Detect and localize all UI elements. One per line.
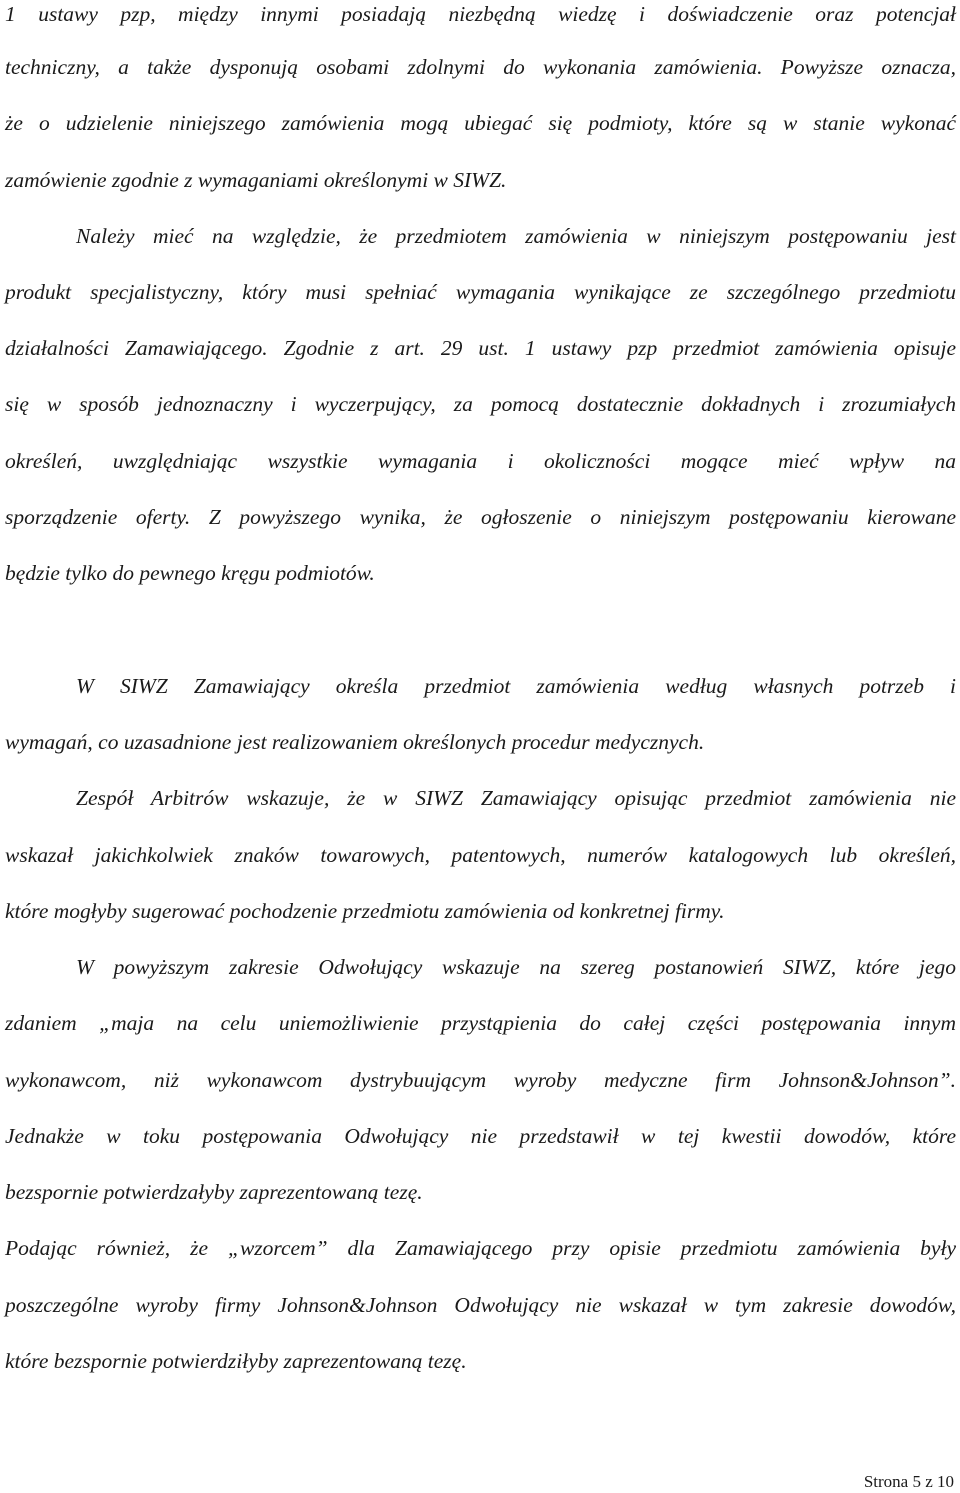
text-line: które mogłyby sugerować pochodzenie przedmiotu zamówienia od konkretnej firmy. (5, 899, 725, 923)
text-line: działalności Zamawiającego. Zgodnie z art. 29 ust. 1 ustawy pzp przedmiot zamówienia opisuje (5, 336, 956, 360)
text-line: wymagań, co uzasadnione jest realizowaniem określonych procedur medycznych. (5, 730, 705, 754)
text-line: Jednakże w toku postępowania Odwołujący nie przedstawił w tej kwestii dowodów, które (5, 1124, 956, 1148)
text-line: że o udzielenie niniejszego zamówienia mogą ubiegać się podmioty, które są w stanie wykonać (5, 111, 956, 135)
text-line: zdaniem „maja na celu uniemożliwienie przystąpienia do całej części postępowania innym (5, 1011, 956, 1035)
text-line: się w sposób jednoznaczny i wyczerpujący, za pomocą dostatecznie dokładnych i zrozumiałych (5, 392, 956, 416)
text-line: sporządzenie oferty. Z powyższego wynika, że ogłoszenie o niniejszym postępowaniu kierowane (5, 505, 956, 529)
text-line: Należy mieć na względzie, że przedmiotem zamówienia w niniejszym postępowaniu jest (76, 224, 956, 248)
text-line: techniczny, a także dysponują osobami zdolnymi do wykonania zamówienia. Powyższe oznacza, (5, 55, 956, 79)
text-line: W SIWZ Zamawiający określa przedmiot zamówienia według własnych potrzeb i (76, 674, 956, 698)
text-line: bezspornie potwierdzałyby zaprezentowaną tezę. (5, 1180, 423, 1204)
page-number: Strona 5 z 10 (863, 1472, 954, 1491)
text-line: będzie tylko do pewnego kręgu podmiotów. (5, 561, 375, 585)
text-line: Zespół Arbitrów wskazuje, że w SIWZ Zamawiający opisując przedmiot zamówienia nie (76, 786, 956, 810)
text-line: 1 ustawy pzp, między innymi posiadają niezbędną wiedzę i doświadczenie oraz potencjał (5, 2, 956, 26)
text-line: wskazał jakichkolwiek znaków towarowych, patentowych, numerów katalogowych lub określeń, (5, 843, 956, 867)
text-line: produkt specjalistyczny, który musi spełniać wymagania wynikające ze szczególnego przedmiotu (5, 280, 956, 304)
text-line: wykonawcom, niż wykonawcom dystrybuującym wyroby medyczne firm Johnson&Johnson”. (5, 1068, 956, 1092)
text-line: które bezspornie potwierdziłyby zaprezentowaną tezę. (5, 1349, 467, 1373)
text-line: Podając również, że „wzorcem” dla Zamawiającego przy opisie przedmiotu zamówienia były (5, 1236, 956, 1260)
text-line: określeń, uwzględniając wszystkie wymagania i okoliczności mogące mieć wpływ na (5, 449, 956, 473)
text-line: poszczególne wyroby firmy Johnson&Johnson Odwołujący nie wskazał w tym zakresie dowodów, (5, 1293, 956, 1317)
text-line: W powyższym zakresie Odwołujący wskazuje na szereg postanowień SIWZ, które jego (76, 955, 956, 979)
text-line: zamówienie zgodnie z wymaganiami określonymi w SIWZ. (5, 168, 507, 192)
